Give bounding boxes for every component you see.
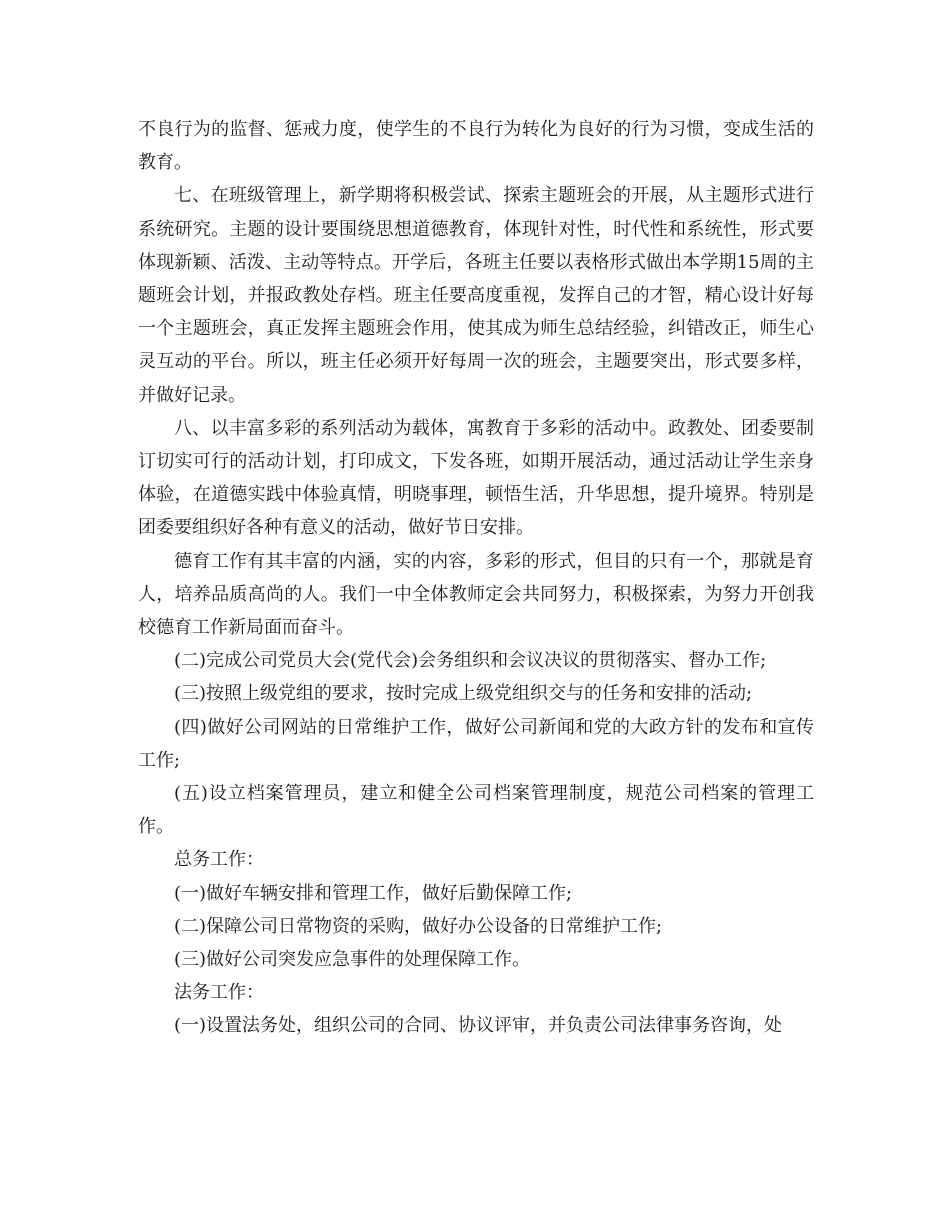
document-body bbox=[138, 113, 814, 1043]
paragraph-4: 德育工作有其丰富的内涵，实的内容，多彩的形式，但目的只有一个，那就是育人，培养品质高尚的人。我们一中全体教师定会共同努力，积极探索，为努力开创我校德育工作新局面而奋斗。 bbox=[138, 550, 814, 639]
section-heading-general-affairs: 总务工作： bbox=[174, 849, 264, 871]
paragraph-7: (四)做好公司网站的日常维护工作，做好公司新闻和党的大政方针的发布和宣传工作; bbox=[138, 716, 814, 771]
section-heading-legal-affairs: 法务工作： bbox=[174, 982, 264, 1004]
paragraph-10: (一)做好车辆安排和管理工作，做好后勤保障工作; bbox=[174, 882, 573, 904]
paragraph-14: (一)设置法务处，组织公司的合同、协议评审，并负责公司法律事务咨询，处 bbox=[174, 1015, 783, 1037]
paragraph-2: 七、在班级管理上，新学期将积极尝试、探索主题班会的开展，从主题形式进行系统研究。主题的设计要围绕思想道德教育，体现针对性，时代性和系统性，形式要体现新颖、活泼、主动等特点。开学后，各班主任要以表格形式做出本学期15周的主题班会计划，并报政教处存档。班主任要高度重视，发挥自己的才智，精心设计好每一个主题班会，真正发挥主题班会作用，使其成为师生总结经验，纠错改正，师生心灵互动的平台。所以，班主任必须开好每周一次的班会，主题要突出，形式要多样，并做好记录。 bbox=[138, 185, 814, 406]
paragraph-3: 八、以丰富多彩的系列活动为载体，寓教育于多彩的活动中。政教处、团委要制订切实可行的活动计划，打印成文，下发各班，如期开展活动，通过活动让学生亲身体验，在道德实践中体验真情，明晓事理，顿悟生活，升华思想，提升境界。特别是团委要组织好各种有意义的活动，做好节日安排。 bbox=[138, 417, 814, 539]
paragraph-1: 不良行为的监督、惩戒力度，使学生的不良行为转化为良好的行为习惯，变成生活的教育。 bbox=[138, 119, 814, 174]
paragraph-11: (二)保障公司日常物资的采购，做好办公设备的日常维护工作; bbox=[174, 915, 663, 937]
paragraph-8: (五)设立档案管理员，建立和健全公司档案管理制度，规范公司档案的管理工作。 bbox=[138, 783, 814, 838]
paragraph-6: (三)按照上级党组的要求，按时完成上级党组织交与的任务和安排的活动; bbox=[174, 683, 753, 705]
paragraph-5: (二)完成公司党员大会(党代会)会务组织和会议决议的贯彻落实、督办工作; bbox=[174, 650, 767, 672]
paragraph-12: (三)做好公司突发应急事件的处理保障工作。 bbox=[174, 949, 531, 971]
